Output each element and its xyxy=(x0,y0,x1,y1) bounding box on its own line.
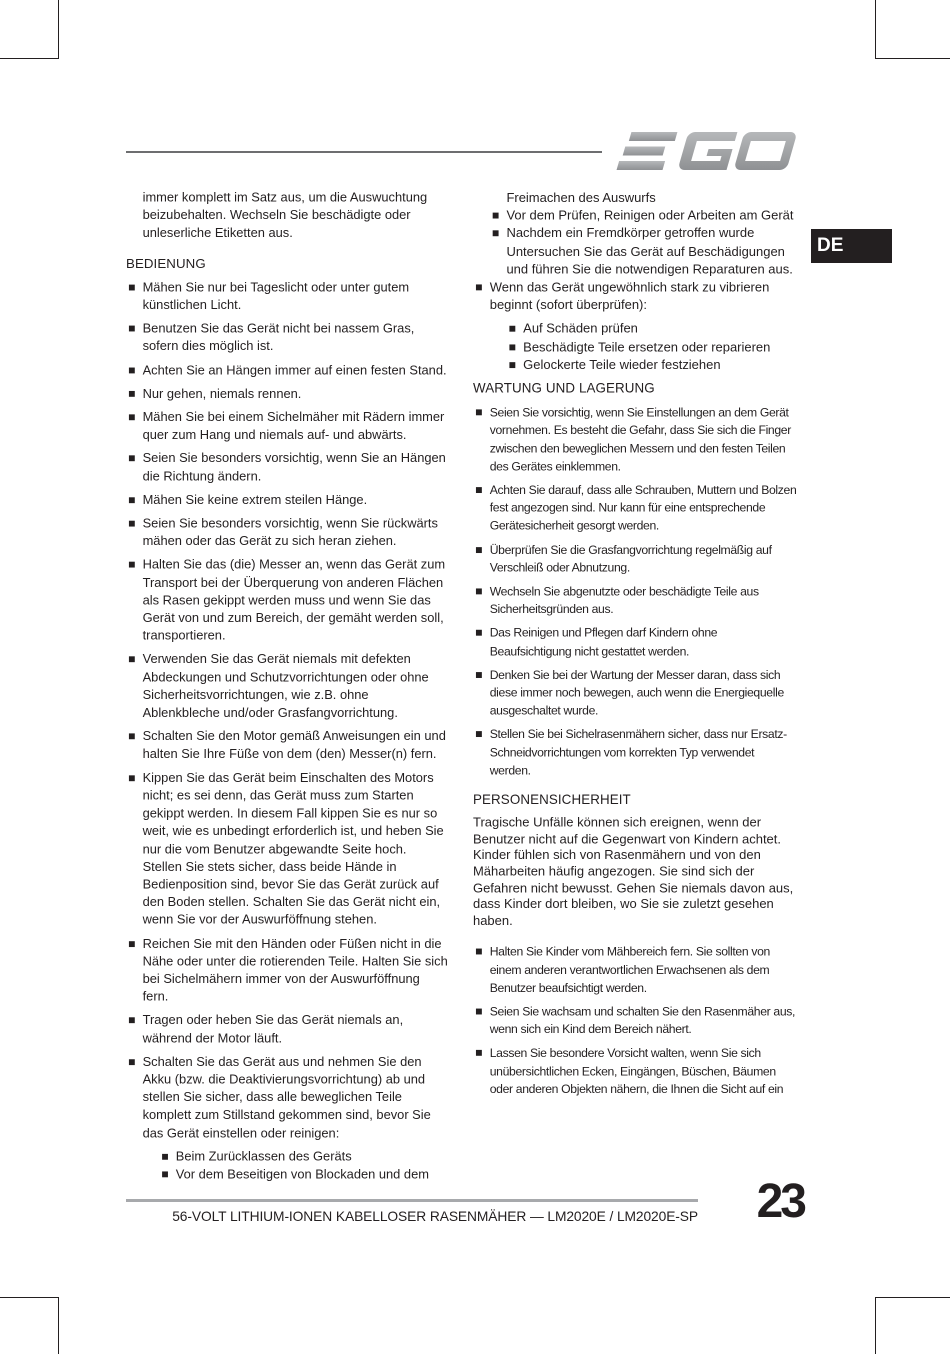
list-item: Achten Sie an Hängen immer auf einen festen Stand. xyxy=(126,361,448,379)
left-column xyxy=(126,189,448,1189)
vibration-list xyxy=(473,279,798,374)
sub-list-item: Vor dem Prüfen, Reinigen oder Arbeiten am Gerät xyxy=(490,207,798,225)
list-item xyxy=(473,279,798,374)
list-item: Halten Sie Kinder vom Mähbereich fern. Sie sollten von einem anderen verantwortlichen Erwachsenen als dem Benutzer beaufsichtigt werden. xyxy=(473,943,798,997)
list-item: Mähen Sie keine extrem steilen Hänge. xyxy=(126,491,448,509)
language-tab: DE xyxy=(811,229,892,263)
continued-text: immer komplett im Satz aus, um die Auswuchtung beizubehalten. Wechseln Sie beschädigte oder unleserliche Etiketten aus. xyxy=(142,189,428,241)
list-item: Verwenden Sie das Gerät niemals mit defekten Abdeckungen und Schutzvorrichtungen oder ohne Sicherheitsvorrichtungen, wie z.B. ohne Ablenkbleche und/oder Grasfangvorrichtung. xyxy=(126,651,448,722)
list-item: Mähen Sie nur bei Tageslicht oder unter gutem künstlichen Licht. xyxy=(126,279,448,315)
sub-list-item: Beschädigte Teile ersetzen oder reparieren xyxy=(506,338,797,356)
list-item: Achten Sie darauf, dass alle Schrauben, Muttern und Bolzen fest angezogen sind. Nur kann für eine entsprechende Gerätesicherheit gesorgt werden. xyxy=(473,481,798,535)
list-item: Denken Sie bei der Wartung der Messer daran, dass sich diese immer noch bewegen, auch wenn die Energiequelle ausgeschaltet wurde. xyxy=(473,666,798,720)
list-item: Wechseln Sie abgenutzte oder beschädigte Teile aus Sicherheitsgründen aus. xyxy=(473,583,798,619)
crop-mark xyxy=(875,58,950,59)
footer-product-line: 56-VOLT LITHIUM-IONEN KABELLOSER RASENMÄHER — LM2020E / LM2020E-SP xyxy=(172,1209,698,1224)
personal-safety-list xyxy=(473,943,798,1098)
list-item: Seien Sie vorsichtig, wenn Sie Einstellungen an dem Gerät vornehmen. Es besteht die Gefahr, dass Sie sich die Finger zwischen den beweglichen Messern und den festen Teilen des Gerätes einklemmen. xyxy=(473,404,798,476)
sub-list xyxy=(143,1148,448,1184)
sub-list-item: Beim Zurücklassen des Geräts xyxy=(159,1148,448,1166)
section-heading-maintenance: WARTUNG UND LAGERUNG xyxy=(473,380,655,396)
crop-mark xyxy=(0,1297,59,1298)
sub-list-item: Auf Schäden prüfen xyxy=(506,320,797,338)
list-item: Halten Sie das (die) Messer an, wenn das Gerät zum Transport bei der Überquerung von anderen Flächen als Rasen gekippt werden muss und wenn Sie das Gerät von und zum Bereich, der gemäht werden soll, transportieren. xyxy=(126,556,448,645)
list-item-text: Wenn das Gerät ungewöhnlich stark zu vibrieren beginnt (sofort überprüfen): xyxy=(489,279,770,313)
sub-list xyxy=(490,320,798,374)
list-item: Lassen Sie besondere Vorsicht walten, wenn Sie sich unübersichtlichen Ecken, Eingängen, Büschen, Bäumen oder anderen Objekten nähern, die Ihnen die Sicht auf ein xyxy=(473,1044,798,1098)
maintenance-list xyxy=(473,404,798,780)
list-item: Seien Sie besonders vorsichtig, wenn Sie an Hängen die Richtung ändern. xyxy=(126,450,448,486)
crop-mark xyxy=(875,1297,950,1298)
list-item: Mähen Sie bei einem Sichelmäher mit Rädern immer quer zum Hang und niemals auf- und abwärts. xyxy=(126,409,448,445)
continued-text: Freimachen des Auswurfs xyxy=(506,189,656,205)
sub-list-item: Nachdem ein Fremdkörper getroffen wurde Untersuchen Sie das Gerät auf Beschädigungen und führen Sie die notwendigen Reparaturen aus. xyxy=(490,225,798,279)
crop-mark xyxy=(58,0,59,59)
list-item: Benutzen Sie das Gerät nicht bei nassem Gras, sofern dies möglich ist. xyxy=(126,320,448,356)
personal-safety-paragraph: Tragische Unfälle können sich ereignen, wenn der Benutzer nicht auf die Gegenwart von Kindern achtet. Kinder fühlen sich von Rasenmähern und von den Mäharbeiten häufig angezogen. Sie sind sich der Gefahren nicht bewusst. Gehen Sie niemals davon aus, dass Kinder dort bleiben, wo Sie sie zuletzt gesehen haben. xyxy=(473,815,794,928)
right-column xyxy=(473,189,798,1104)
section-heading-personal-safety: PERSONENSICHERHEIT xyxy=(473,792,631,807)
list-item: Stellen Sie bei Sichelrasenmähern sicher, dass nur Ersatz-Schneidvorrichtungen vom korrekten Typ verwendet werden. xyxy=(473,726,798,780)
list-item: Seien Sie wachsam und schalten Sie den Rasenmäher aus, wenn sich ein Kind dem Bereich nähert. xyxy=(473,1003,798,1039)
list-item: Nur gehen, niemals rennen. xyxy=(126,385,448,403)
ego-logo xyxy=(616,130,800,172)
list-item: Schalten Sie den Motor gemäß Anweisungen ein und halten Sie Ihre Füße von dem (den) Messer(n) fern. xyxy=(126,728,448,764)
crop-mark xyxy=(58,1297,59,1354)
list-item: Kippen Sie das Gerät beim Einschalten des Motors nicht; es sei denn, das Gerät muss zum Starten gekippt werden. In diesem Fall kippen Sie es nur so weit, wie es unbedingt erforderlich ist, und heben Sie nur die vom Benutzer abgewandte Seite hoch. Stellen Sie stets sicher, dass beide Hände in Bedienposition sind, bevor Sie das Gerät zurück auf den Boden stellen. Schalten Sie das Gerät nicht ein, wenn Sie vor der Auswurföffnung stehen. xyxy=(126,769,448,929)
continued-sub-list xyxy=(490,207,798,279)
page-number: 23 xyxy=(756,1175,804,1228)
list-item: Seien Sie besonders vorsichtig, wenn Sie rückwärts mähen oder das Gerät zu sich heran ziehen. xyxy=(126,515,448,551)
footer-rule xyxy=(126,1199,698,1202)
section-heading-operation: BEDIENUNG xyxy=(126,255,206,271)
list-item: Reichen Sie mit den Händen oder Füßen nicht in die Nähe oder unter die rotierenden Teile. Halten Sie sich bei Sichelmähern immer von der Auswurföffnung fern. xyxy=(126,935,448,1006)
list-item: Tragen oder heben Sie das Gerät niemals an, während der Motor läuft. xyxy=(126,1012,448,1048)
sub-list-item: Gelockerte Teile wieder festziehen xyxy=(506,356,797,374)
list-item xyxy=(126,1053,448,1183)
list-item-text: Schalten Sie das Gerät aus und nehmen Sie den Akku (bzw. die Deaktivierungsvorrichtung) ab und stellen Sie sicher, dass alle beweglichen Teile komplett zum Stillstand gekommen sind, bevor Sie das Gerät einstellen oder reinigen: xyxy=(142,1054,431,1140)
crop-mark xyxy=(0,58,59,59)
sub-list-item: Vor dem Beseitigen von Blockaden und dem xyxy=(159,1166,448,1184)
header-rule xyxy=(126,151,602,153)
crop-mark xyxy=(875,1297,876,1354)
operation-list xyxy=(126,279,448,1184)
list-item: Überprüfen Sie die Grasfangvorrichtung regelmäßig auf Verschleiß oder Abnutzung. xyxy=(473,541,798,577)
crop-mark xyxy=(875,0,876,59)
list-item: Das Reinigen und Pflegen darf Kindern ohne Beaufsichtigung nicht gestattet werden. xyxy=(473,624,798,660)
